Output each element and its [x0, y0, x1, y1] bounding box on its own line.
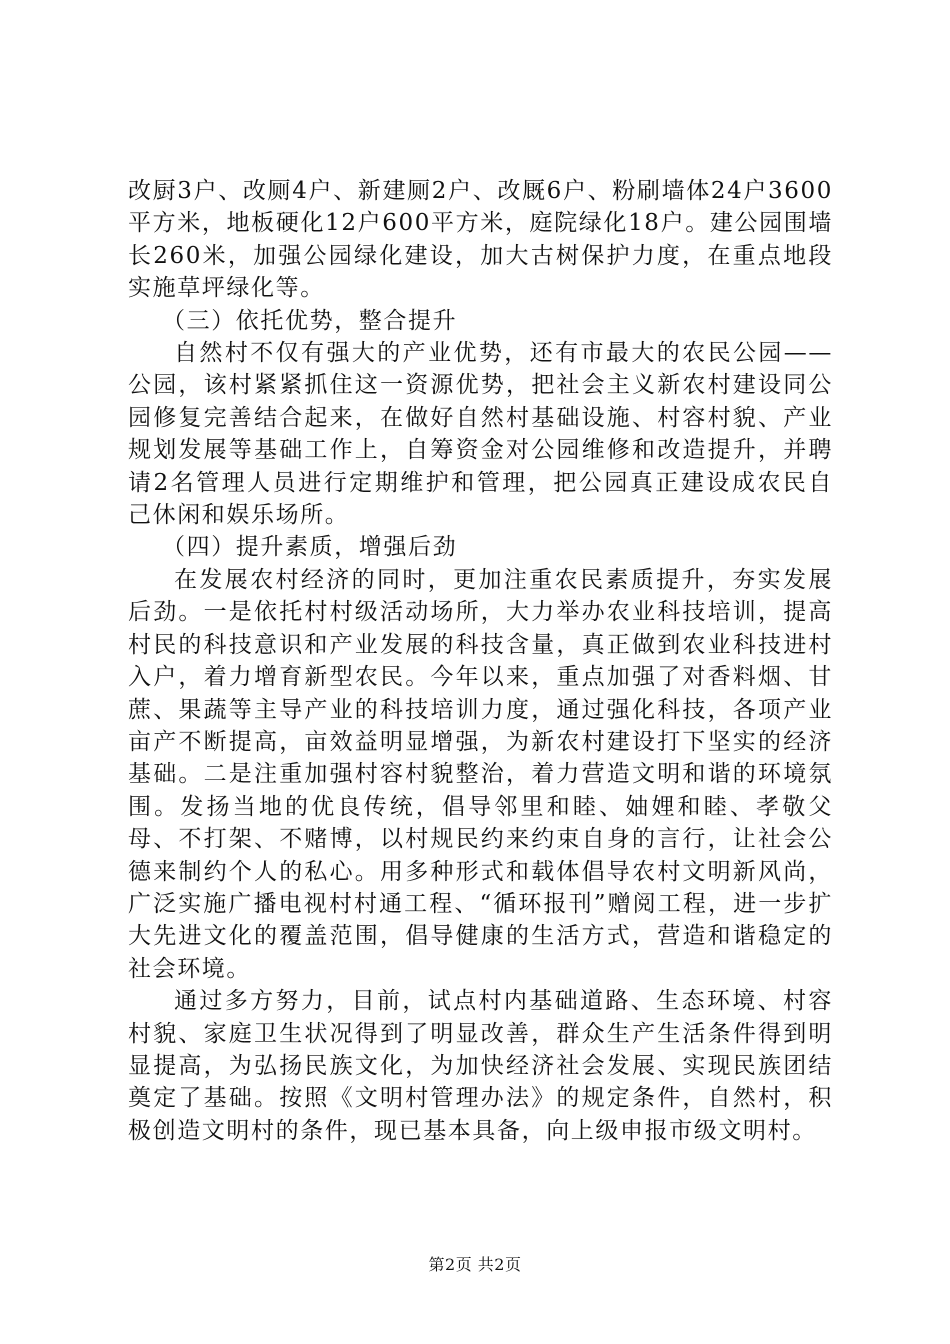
document-body [128, 175, 833, 1147]
body-paragraph: 通过多方努力，目前，试点村内基础道路、生态环境、村容村貌、家庭卫生状况得到了明显改善，群众生产生活条件得到明显提高，为弘扬民族文化，为加快经济社会发展、实现民族团结奠定了基础。按照《文明村管理办法》的规定条件，自然村，积极创造文明村的条件，现已基本具备，向上级申报市级文明村。 [128, 988, 833, 1144]
body-paragraph: 自然村不仅有强大的产业优势，还有市最大的农民公园——公园，该村紧紧抓住这一资源优势，把社会主义新农村建设同公园修复完善结合起来，在做好自然村基础设施、村容村貌、产业规划发展等基础工作上，自筹资金对公园维修和改造提升，并聘请2名管理人员进行定期维护和管理，把公园真正建设成农民自己休闲和娱乐场所。 [128, 340, 833, 529]
body-paragraph: 在发展农村经济的同时，更加注重农民素质提升，夯实发展后劲。一是依托村村级活动场所，大力举办农业科技培训，提高村民的科技意识和产业发展的科技含量，真正做到农业科技进村入户，着力增育新型农民。今年以来，重点加强了对香料烟、甘蔗、果蔬等主导产业的科技培训力度，通过强化科技，各项产业亩产不断提高，亩效益明显增强，为新农村建设打下坚实的经济基础。二是注重加强村容村貌整治，着力营造文明和谐的环境氛围。发扬当地的优良传统，倡导邻里和睦、妯娌和睦、孝敬父母、不打架、不赌博，以村规民约来约束自身的言行，让社会公德来制约个人的私心。用多种形式和载体倡导农村文明新风尚，广泛实施广播电视村村通工程、“循环报刊”赠阅工程，进一步扩大先进文化的覆盖范围，倡导健康的生活方式，营造和谐稳定的社会环境。 [128, 566, 833, 982]
section-heading: （三）依托优势，整合提升 [162, 307, 458, 334]
page-number-footer: 第2页 共2页 [428, 1255, 522, 1274]
body-paragraph: 改厨3户、改厕4户、新建厕2户、改厩6户、粉刷墙体24户3600平方米，地板硬化12户600平方米，庭院绿化18户。建公园围墙长260米，加强公园绿化建设，加大古树保护力度，在重点地段实施草坪绿化等。 [128, 178, 833, 302]
section-heading: （四）提升素质，增强后劲 [162, 534, 458, 561]
